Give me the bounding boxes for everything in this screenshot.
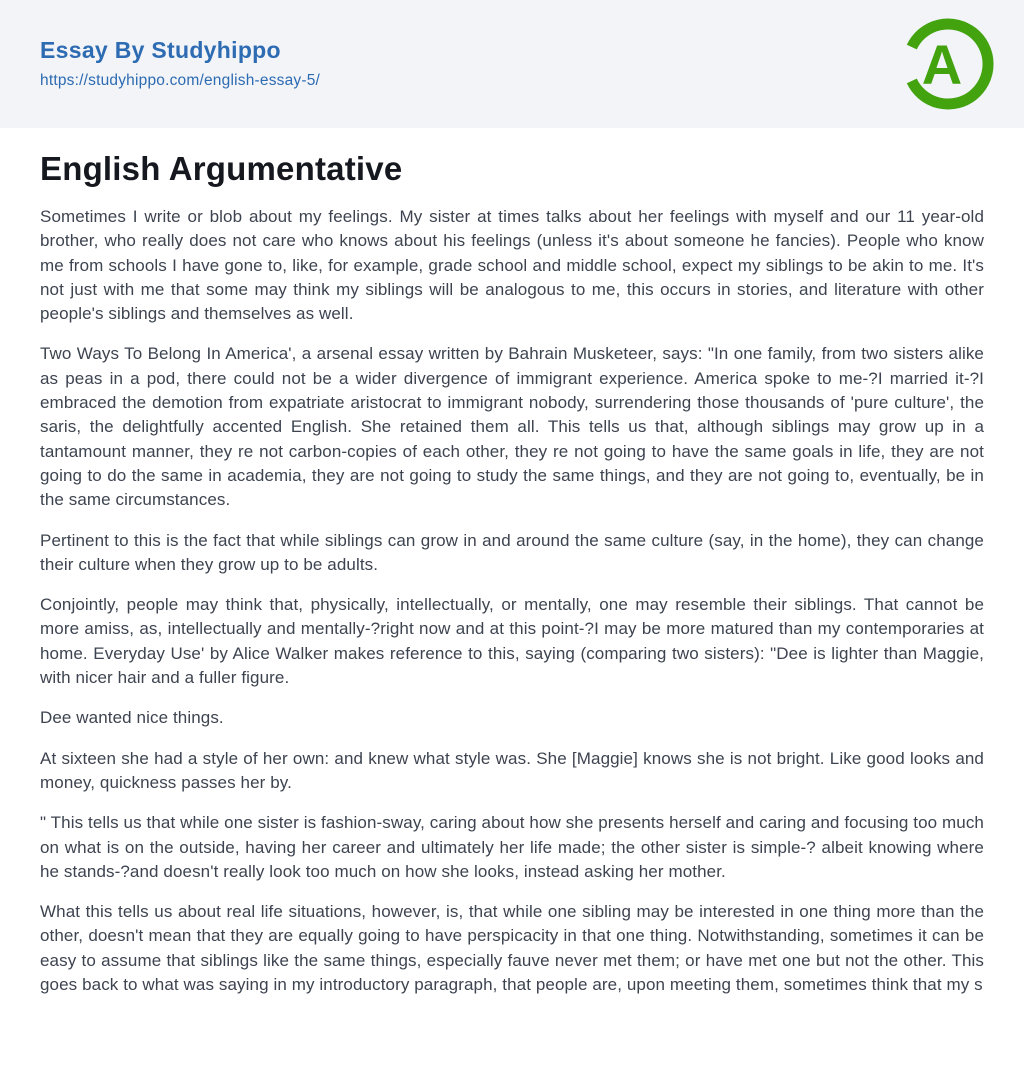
header-text-block bbox=[40, 37, 320, 90]
logo-letter: A bbox=[921, 33, 963, 96]
essay-paragraph: Two Ways To Belong In America', a arsenal essay written by Bahrain Musketeer, says: "In one family, from two sisters alike as peas in a pod, there could not be a wider divergence of immigrant experience. America spoke to me-?I married it-?I embraced the demotion from expatriate aristocrat to immigrant nobody, surrendering those thousands of 'pure culture', the saris, the delightfully accented English. She retained them all. This tells us that, although siblings may grow up in a tantamount manner, they re not carbon-copies of each other, they re not going to have the same goals in life, they are not going to do the same in academia, they are not going to study the same things, and they are not going to, eventually, be in the same circumstances. bbox=[40, 344, 984, 510]
essay-paragraph: Conjointly, people may think that, physically, intellectually, or mentally, one may resemble their siblings. That cannot be more amiss, as, intellectually and mentally-?right now and at this point-?I may be more matured than my contemporaries at home. Everyday Use' by Alice Walker makes reference to this, saying (comparing two sisters): "Dee is lighter than Maggie, with nicer hair and a fuller figure. bbox=[40, 595, 984, 688]
essay-paragraph: At sixteen she had a style of her own: and knew what style was. She [Maggie] knows she is not bright. Like good looks and money, quickness passes her by. bbox=[40, 748, 984, 792]
logo-a-icon bbox=[896, 12, 1000, 116]
essay-title: English Argumentative bbox=[40, 150, 403, 187]
essay-paragraph: What this tells us about real life situations, however, is, that while one sibling may be interested in one thing more than the other, doesn't mean that they are equally going to have perspicacity in that one thing. Notwithstanding, sometimes it can be easy to assume that siblings like the same things, especially fauve never met them; or have met one but not the other. This goes back to what was saying in my introductory paragraph, that people are, upon meeting them, sometimes think that my s bbox=[40, 902, 984, 995]
essay-paragraph: " This tells us that while one sister is fashion-sway, caring about how she presents herself and caring and focusing too much on what is on the outside, having her career and ultimately her life made; the other sister is simple-? albeit knowing where he stands-?and doesn't really look too much on how she looks, instead asking her mother. bbox=[40, 813, 984, 881]
studyhippo-logo bbox=[896, 12, 1000, 116]
site-title-link[interactable]: Essay By Studyhippo bbox=[40, 37, 281, 64]
essay-paragraph: Sometimes I write or blob about my feelings. My sister at times talks about her feelings with myself and our 11 year-old brother, who really does not care who knows about his feelings (unless it's about someone he fancies). People who know me from schools I have gone to, like, for example, grade school and middle school, expect my siblings to be akin to me. It's not just with me that some may think my siblings will be analogous to me, this occurs in stories, and literature with other people's siblings and themselves as well. bbox=[40, 207, 984, 324]
essay-paragraph: Pertinent to this is the fact that while siblings can grow in and around the same culture (say, in the home), they can change their culture when they grow up to be adults. bbox=[40, 530, 984, 574]
essay-body bbox=[40, 205, 984, 997]
essay-content bbox=[0, 150, 1024, 997]
essay-paragraph: Dee wanted nice things. bbox=[40, 708, 224, 728]
essay-url-link[interactable]: https://studyhippo.com/english-essay-5/ bbox=[40, 72, 321, 89]
page-header bbox=[0, 0, 1024, 128]
